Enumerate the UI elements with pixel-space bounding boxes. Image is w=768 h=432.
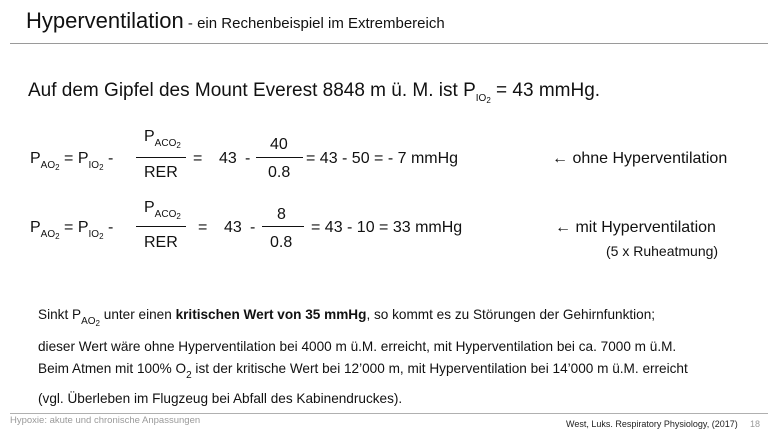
eq2-minus: - bbox=[250, 219, 256, 236]
eq1-lhs: $P_{AO_2} = P_{IO_2}$ - bbox=[30, 150, 114, 172]
eq1-note: ← ohne Hyperventilation bbox=[552, 150, 728, 167]
paragraph-line-2: dieser Wert wäre ohne Hyperventilation bei 4000 m ü.M. erreicht, mit Hyperventilation bei ca. 7000 m ü.M. bbox=[38, 338, 677, 354]
page-number: 18 bbox=[750, 419, 761, 429]
paragraph-line-4: (vgl. Überleben im Flugzeug bei Abfall des Kabinendruckes). bbox=[38, 390, 403, 406]
title-subtitle: - ein Rechenbeispiel im Extrembereich bbox=[183, 15, 445, 32]
footer-topic: Hypoxie: akute und chronische Anpassungen bbox=[10, 415, 201, 426]
paragraph-line-3: Beim Atmen mit 100% $O_2$ ist der kritische Wert bei 12’000 m, mit Hyperventilation bei 14’000 m ü.M. erreicht bbox=[38, 361, 688, 381]
title-main: Hyperventilation bbox=[26, 8, 184, 33]
footer-source: West, Luks. Respiratory Physiology, (2017) bbox=[566, 419, 738, 429]
eq2-fraction-bar-2 bbox=[262, 226, 304, 227]
eq2-value: 43 bbox=[224, 219, 242, 236]
page-title bbox=[26, 8, 445, 34]
eq2-equals: = bbox=[198, 219, 208, 236]
eq1-fraction-bar-2 bbox=[256, 157, 303, 158]
eq2-frac-numerator: $P_{ACO_2}$ bbox=[144, 199, 181, 221]
intro-text: Auf dem Gipfel des Mount Everest 8848 m ü. M. ist P bbox=[28, 80, 476, 101]
eq1-equals: = bbox=[193, 150, 203, 167]
eq2-note-resting: (5 x Ruheatmung) bbox=[606, 243, 719, 259]
eq1-minus: - bbox=[245, 150, 251, 167]
critical-value-bold: kritischen Wert von 35 mmHg bbox=[175, 307, 367, 322]
intro-sub: IO2 bbox=[475, 93, 491, 105]
eq2-result: = 43 - 10 = 33 mmHg bbox=[311, 219, 463, 236]
intro-line bbox=[28, 80, 600, 105]
eq2-note: ← mit Hyperventilation bbox=[555, 219, 716, 236]
footer-divider bbox=[10, 413, 768, 414]
paragraph-line-1: Sinkt $P_{AO_2}$ unter einen kritischen Wert von 35 mmHg, so kommt es zu Störungen der Gehirnfunktion; bbox=[38, 307, 656, 328]
intro-value: = 43 mmHg. bbox=[490, 80, 601, 101]
explanation-paragraph bbox=[38, 304, 688, 410]
eq1-fraction-bar bbox=[136, 157, 186, 158]
eq2-lhs: $P_{AO_2} = P_{IO_2}$ - bbox=[30, 219, 114, 241]
eq2-denominator-value: 0.8 bbox=[270, 234, 293, 251]
eq2-frac-denominator: RER bbox=[144, 234, 178, 251]
eq2-fraction-bar bbox=[136, 226, 186, 227]
eq1-frac-numerator: $P_{ACO_2}$ bbox=[144, 128, 181, 150]
eq1-frac-denominator: RER bbox=[144, 164, 178, 181]
eq2-numerator-value: 8 bbox=[277, 206, 286, 223]
eq1-numerator-value: 40 bbox=[270, 136, 288, 153]
eq1-result: = 43 - 50 = - 7 mmHg bbox=[306, 150, 459, 167]
eq1-denominator-value: 0.8 bbox=[268, 164, 291, 181]
title-divider bbox=[10, 43, 768, 44]
eq1-value: 43 bbox=[219, 150, 237, 167]
